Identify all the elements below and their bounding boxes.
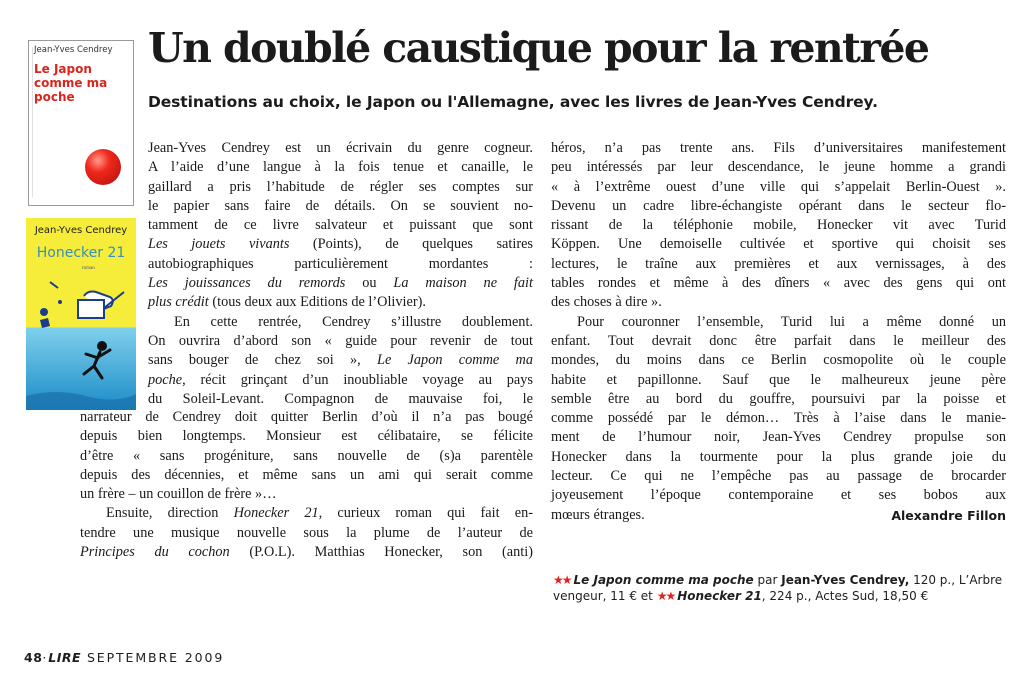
text-segment: mondes, du moins dans ce Berlin cosmopolite où le couple	[551, 352, 1006, 369]
text-line	[551, 255, 1006, 274]
text-line	[148, 371, 533, 390]
text-line	[551, 216, 1006, 235]
text-line	[551, 390, 1006, 409]
cover-title: Le Japon comme ma poche	[34, 62, 108, 104]
text-segment: autobiographiques particulièrement mordantes :	[148, 255, 533, 272]
cover-author: Jean-Yves Cendrey	[34, 45, 113, 55]
text-line	[148, 255, 533, 274]
watering-can-illustration	[78, 292, 124, 319]
text-segment: héros, n’a pas trente ans. Fils d’universitaires manifestement	[551, 140, 1006, 156]
text-line	[80, 408, 533, 427]
text-line	[551, 332, 1006, 351]
text-segment: Honecker dans la tourmente pour la plus grande joie du	[551, 448, 1006, 465]
text-line	[148, 139, 533, 158]
ref-book-details: , 224 p., Actes Sud, 18,50 €	[761, 589, 929, 603]
text-line	[148, 158, 533, 177]
rating-stars-icon: ★★	[656, 589, 675, 603]
text-line	[80, 485, 533, 504]
text-segment: du Soleil-Levant. Compagnon de mauvaise foi, le	[148, 390, 533, 407]
text-segment: depuis des décennies, et même sans un ami qui serait comme	[80, 466, 533, 483]
italic-title: Principes du cochon	[80, 544, 230, 561]
text-segment: mœurs étranges.	[551, 506, 645, 523]
text-line	[148, 274, 533, 293]
page-footer	[24, 650, 224, 665]
issue-date: SEPTEMBRE 2009	[86, 650, 225, 665]
text-line	[551, 428, 1006, 447]
magazine-name: LIRE	[48, 650, 82, 665]
text-line	[551, 274, 1006, 293]
text-segment: narrateur de Cendrey doit quitter Berlin d’où il n’a pas bougé	[80, 409, 533, 425]
text-line	[551, 448, 1006, 467]
text-segment: (tous deux aux Editions de l’Olivier).	[208, 294, 426, 311]
text-line	[551, 158, 1006, 177]
ref-book-title: Honecker 21	[677, 589, 762, 603]
italic-title: Le Japon comme ma	[377, 352, 533, 369]
red-sun-illustration	[85, 149, 121, 185]
text-segment: ment de l’humour noir, Jean-Yves Cendrey propulse son	[551, 429, 1006, 446]
text-segment: (P.O.L). Matthias Honecker, son (anti)	[229, 544, 533, 561]
ref-book-title: Le Japon comme ma poche	[573, 573, 754, 587]
text-segment: Pour couronner l’ensemble, Turid lui a même donné un	[577, 313, 1006, 330]
ref-book-details: 120 p., L’Arbre vengeur, 11 € et	[553, 573, 1003, 603]
author-signature: Alexandre Fillon	[891, 507, 1006, 523]
footer-separator: ·	[42, 650, 49, 665]
text-segment: Ensuite, direction	[106, 505, 234, 522]
text-line	[80, 504, 533, 523]
text-segment: d’être « sans progéniture, sans nouvelle de (s)a parentèle	[80, 447, 533, 464]
cover-title: Honecker 21	[36, 245, 126, 261]
text-segment: Devenu un cadre libre-échangiste opérant dans le secteur flo-	[551, 197, 1006, 214]
italic-title: poche	[148, 371, 183, 388]
text-line	[551, 197, 1006, 216]
text-line	[80, 524, 533, 543]
article-subtitle: Destinations au choix, le Japon ou l'Allemagne, avec les livres de Jean-Yves Cendrey.	[148, 93, 878, 111]
italic-title: Les jouissances du remords	[148, 275, 346, 292]
text-segment: joyeusement l’époque contemporaine et ses bobos aux	[551, 487, 1006, 504]
rating-stars-icon: ★★	[553, 573, 571, 587]
text-segment: tamment de ce livre salvateur et puissant que sont	[148, 217, 533, 234]
text-segment: le papier sans faire de détails. On se souvient no-	[148, 197, 533, 214]
text-line	[551, 409, 1006, 428]
text-segment: ou	[345, 275, 394, 292]
text-segment: sans bouger de chez soi »,	[148, 352, 377, 369]
book-cover-honecker	[26, 218, 136, 410]
text-segment: enfant. Tout devrait donc être parfait dans le meilleur des	[551, 332, 1006, 349]
italic-title: plus crédit	[148, 294, 209, 311]
text-line	[148, 197, 533, 216]
text-segment: comme possédé par le démon… Très à l’aise dans le manie-	[551, 410, 1006, 427]
text-segment: , curieux roman qui fait en-	[318, 505, 533, 522]
text-segment: lectures, le traîne aux premières et aux vernissages, à des	[551, 255, 1006, 272]
text-line	[148, 313, 533, 332]
text-line	[551, 293, 1006, 312]
text-line	[80, 543, 533, 562]
text-line	[551, 467, 1006, 486]
text-line	[148, 332, 533, 351]
book-references	[553, 572, 1005, 604]
text-segment: rissant de la téléphonie mobile, Honecker vit avec Turid	[551, 217, 1006, 234]
text-line	[551, 313, 1006, 332]
text-line	[551, 139, 1006, 158]
article-column-1-top	[148, 139, 533, 409]
text-segment: Jean-Yves Cendrey est un écrivain du genre cogneur.	[148, 140, 533, 156]
text-line	[551, 178, 1006, 197]
text-segment: tendre une musique nouvelle sous la plume de l’auteur de	[80, 524, 533, 541]
falling-objects-illustration	[40, 282, 62, 328]
text-segment: semble être au bord du gouffre, poursuivi par la poisse et	[551, 390, 1006, 407]
cover-illustration	[26, 218, 136, 410]
text-segment: En cette rentrée, Cendrey s’illustre doublement.	[174, 313, 533, 330]
article-title: Un doublé caustique pour la rentrée	[148, 24, 929, 72]
running-figure-illustration	[84, 341, 110, 378]
text-segment: Köppen. Une demoiselle cultivée et sportive qui choisit ses	[551, 236, 1006, 253]
text-segment: depuis bien longtemps. Monsieur est célibataire, se félicite	[80, 428, 533, 445]
italic-title: Honecker 21	[233, 505, 319, 522]
article-column-2	[551, 139, 1006, 525]
text-segment: , récit grinçant d’un inoubliable voyage au pays	[182, 371, 533, 388]
text-segment: des choses à dire ».	[551, 294, 662, 311]
text-line	[551, 235, 1006, 254]
text-segment: On ouvrira d’abord son « guide pour revenir de tout	[148, 332, 533, 349]
text-line	[148, 390, 533, 409]
text-line	[148, 178, 533, 197]
text-segment: (Points), de quelques satires	[289, 236, 533, 253]
text-segment: A l’aide d’une langue à la fois tenue et canaille, le	[148, 159, 533, 176]
cover-spine-line	[32, 47, 33, 197]
text-line	[551, 506, 1006, 525]
cover-author: Jean-Yves Cendrey	[34, 225, 128, 236]
ref-book-author: Jean-Yves Cendrey,	[781, 573, 910, 587]
text-line	[148, 351, 533, 370]
text-segment: un frère – un couillon de frère »…	[80, 486, 277, 503]
page-number: 48	[24, 650, 43, 665]
text-line	[80, 447, 533, 466]
text-segment: lecteur. Ce qui ne l’empêche pas au passage de brocarder	[551, 468, 1006, 485]
cover-genre: roman	[82, 266, 95, 271]
text-segment: peu intéressés par leur descendance, le jeune homme a grandi	[551, 159, 1006, 176]
text-segment: habite et papillonne. Sauf que le malheureux jeune père	[551, 371, 1006, 388]
italic-title: Les jouets vivants	[148, 236, 290, 253]
article-column-1-bottom	[80, 408, 533, 562]
text-line	[148, 235, 533, 254]
italic-title: La maison ne fait	[393, 275, 533, 292]
text-segment: « à l’extrême ouest d’une ville qui s’appelait Berlin-Ouest ».	[551, 178, 1006, 195]
book-cover-japon	[28, 40, 134, 206]
text-line	[80, 466, 533, 485]
text-line	[148, 216, 533, 235]
text-line	[551, 351, 1006, 370]
text-line	[551, 371, 1006, 390]
ref-by: par	[753, 573, 782, 587]
text-segment: gaillard a pris l’habitude de régler ses comptes sur	[148, 178, 533, 195]
text-line	[148, 293, 533, 312]
text-line	[80, 427, 533, 446]
text-line	[551, 486, 1006, 505]
text-segment: tables rondes et même à des dîners « avec des gens qui ont	[551, 275, 1006, 292]
